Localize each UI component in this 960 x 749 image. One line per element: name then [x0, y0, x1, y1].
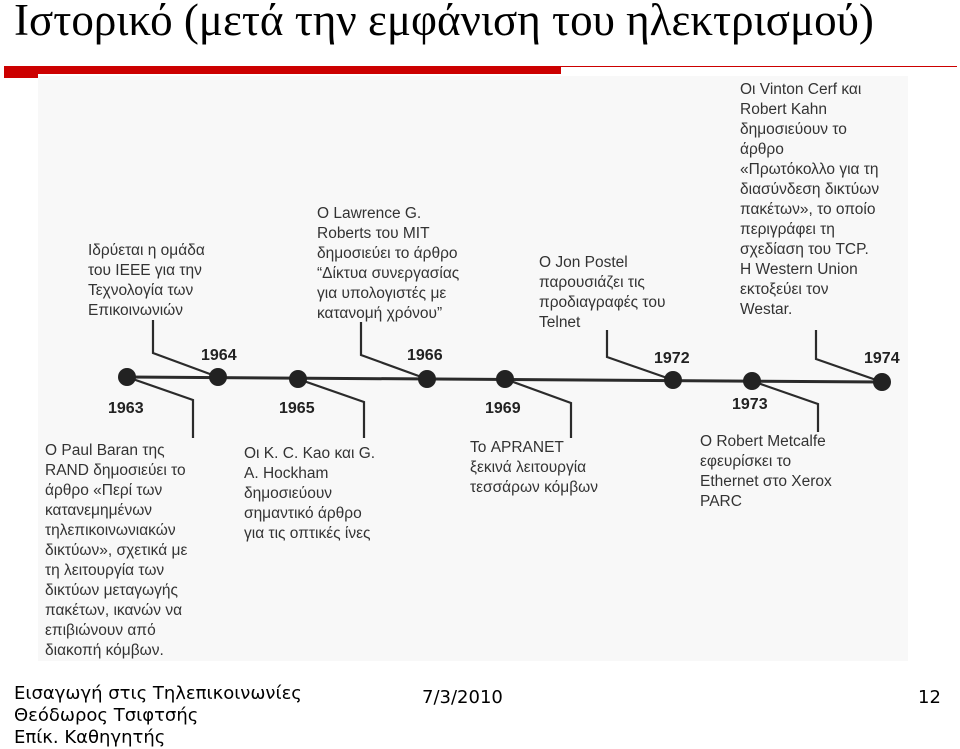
year-label-1973: 1973 — [732, 396, 768, 413]
event-text-1973: Ο Robert Metcalfe εφευρίσκει το Ethernet στο Xerox PARC — [700, 433, 832, 510]
year-label-1963: 1963 — [108, 400, 144, 417]
footer-date: 7/3/2010 — [422, 687, 503, 708]
footer-role: Επίκ. Καθηγητής — [14, 727, 166, 748]
node-1973 — [743, 372, 761, 390]
year-label-1966: 1966 — [407, 347, 443, 364]
year-label-1969: 1969 — [485, 400, 521, 417]
footer-course: Εισαγωγή στις Τηλεπικοινωνίες — [14, 683, 302, 704]
event-text-1964: Ιδρύεται η ομάδα του IEEE για την Τεχνολογία των Επικοινωνιών — [88, 242, 205, 319]
event-text-1974: Οι Vinton Cerf και Robert Kahn δημοσιεύουν το άρθρο «Πρωτόκολλο για τη διασύνδεση δικτύων πακέτων», το οποίο περιγράφει τη σχεδίαση του TCP. Η Western Union εκτοξεύει τον Westar. — [740, 81, 880, 318]
year-label-1974: 1974 — [864, 350, 900, 367]
slide-title: Ιστορικό (μετά την εμφάνιση του ηλεκτρισμού) — [14, 0, 874, 45]
event-text-1966: Ο Lawrence G. Roberts του MIT δημοσιεύει το άρθρο “Δίκτυα συνεργασίας για υπολογιστές με κατανομή χρόνου” — [317, 205, 460, 322]
node-1969 — [496, 370, 514, 388]
year-label-1965: 1965 — [279, 400, 315, 417]
year-label-1972: 1972 — [654, 350, 690, 367]
page-number: 12 — [918, 687, 941, 708]
footer-author: Θεόδωρος Τσιφτσής — [14, 705, 199, 726]
node-1964 — [209, 368, 227, 386]
year-label-1964: 1964 — [201, 347, 237, 364]
node-1965 — [289, 370, 307, 388]
node-1966 — [418, 370, 436, 388]
event-text-1972: Ο Jon Postel παρουσιάζει τις προδιαγραφές του Telnet — [539, 254, 666, 331]
node-1972 — [664, 371, 682, 389]
event-text-1963: Ο Paul Baran της RAND δημοσιεύει το άρθρο «Περί των κατανεμημένων τηλεπικοινωνιακών δικτύων», σχετικά με τη λειτουργία των δικτύων μεταγωγής πακέτων, ικανών να επιβιώνουν από διακοπή κόμβων. — [45, 442, 188, 659]
event-text-1965: Οι K. C. Kao και G. A. Hockham δημοσιεύουν σημαντικό άρθρο για τις οπτικές ίνες — [244, 445, 376, 542]
event-text-1969: Το APRANET ξεκινά λειτουργία τεσσάρων κόμβων — [470, 439, 598, 496]
node-1974 — [873, 373, 891, 391]
node-1963 — [118, 368, 136, 386]
